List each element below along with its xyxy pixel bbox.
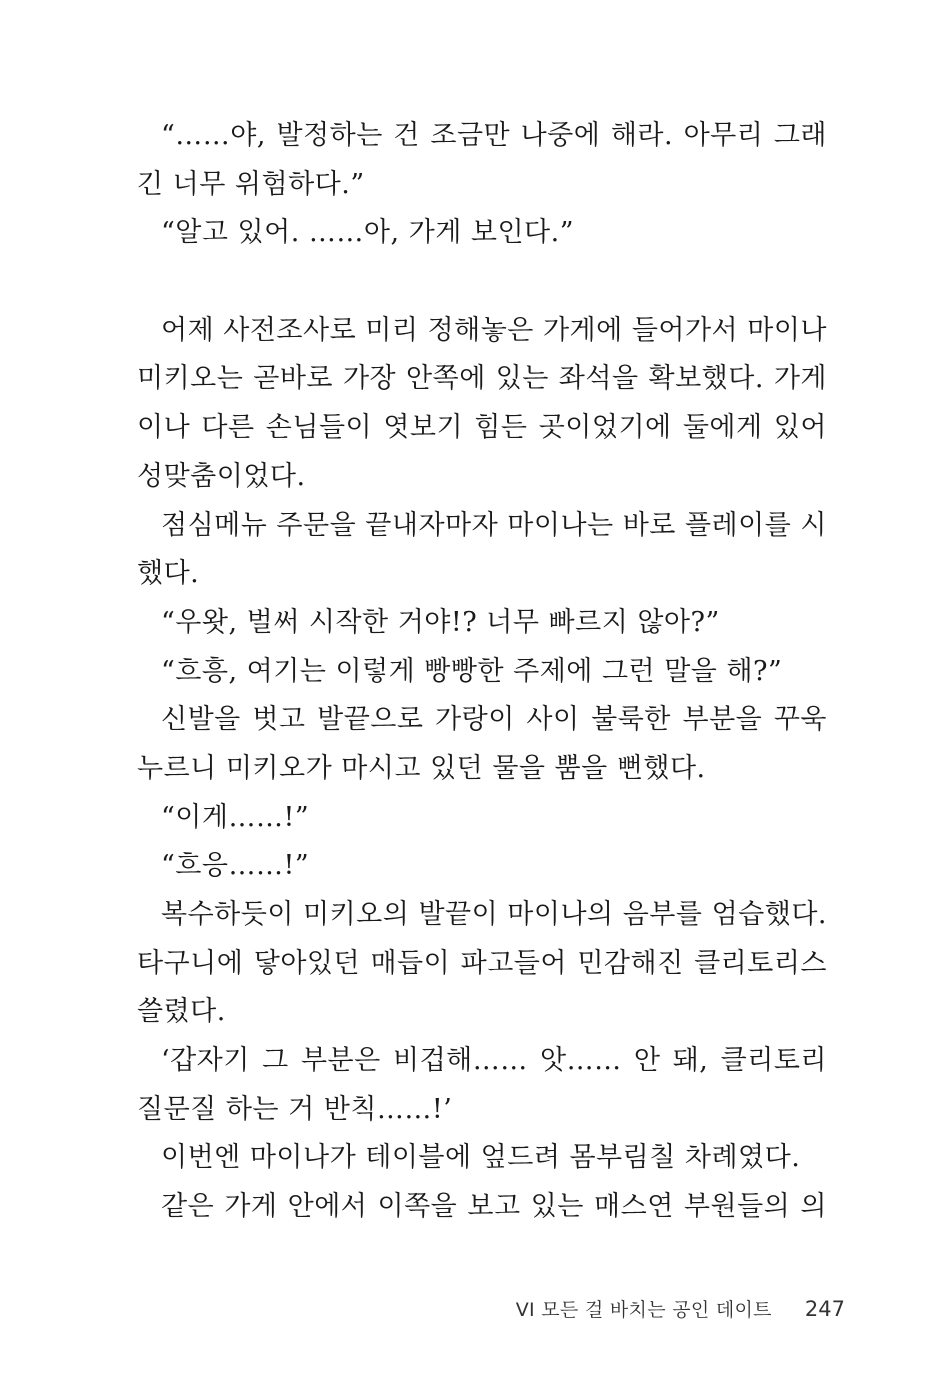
text-line: 점심메뉴 주문을 끝내자마자 마이나는 바로 플레이를 시: [161, 509, 827, 541]
text-line: 쓸렸다.: [137, 996, 226, 1028]
text-line: 복수하듯이 미키오의 발끝이 마이나의 음부를 엄습했다.: [161, 899, 827, 930]
text-line: 했다.: [137, 558, 200, 590]
page-number: 247: [804, 1297, 845, 1321]
text-line: “이게……!”: [161, 801, 310, 833]
blank-line: [137, 258, 827, 307]
text-line: 신발을 벗고 발끝으로 가랑이 사이 불룩한 부분을 꾸욱: [161, 704, 827, 736]
text-line: “흐흥, 여기는 이렇게 빵빵한 주제에 그런 말을 해?”: [161, 655, 783, 687]
text-line: 이번엔 마이나가 테이블에 엎드려 몸부림칠 차례였다.: [161, 1142, 801, 1174]
text-line: “알고 있어. ……아, 가게 보인다.”: [161, 217, 575, 249]
text-line: ‘갑자기 그 부분은 비겁해…… 앗…… 안 돼, 클리토리: [161, 1045, 827, 1077]
text-line: 질문질 하는 거 반칙……!’: [137, 1093, 453, 1125]
text-line: 미키오는 곧바로 가장 안쪽에 있는 좌석을 확보했다. 가게: [137, 363, 827, 395]
text-line: “흐응……!”: [161, 850, 310, 882]
text-line: 같은 가게 안에서 이쪽을 보고 있는 매스연 부원들의 의: [161, 1191, 827, 1223]
text-line: 이나 다른 손님들이 엿보기 힘든 곳이었기에 둘에게 있어: [137, 412, 827, 444]
page-footer: [516, 1292, 845, 1326]
text-line: 타구니에 닿아있던 매듭이 파고들어 민감해진 클리토리스: [137, 947, 827, 979]
text-line: 긴 너무 위험하다.”: [137, 168, 365, 200]
text-line: “……야, 발정하는 건 조금만 나중에 해라. 아무리 그래: [161, 120, 827, 151]
chapter-title: VI 모든 걸 바치는 공인 데이트: [515, 1299, 772, 1321]
text-line: 어제 사전조사로 미리 정해놓은 가게에 들어가서 마이나: [161, 314, 827, 346]
text-line: 성맞춤이었다.: [137, 460, 306, 492]
text-line: “우왓, 벌써 시작한 거야!? 너무 빠르지 않아?”: [161, 606, 720, 638]
body-text: [137, 112, 827, 1232]
text-line: 누르니 미키오가 마시고 있던 물을 뿜을 뻔했다.: [137, 752, 706, 784]
